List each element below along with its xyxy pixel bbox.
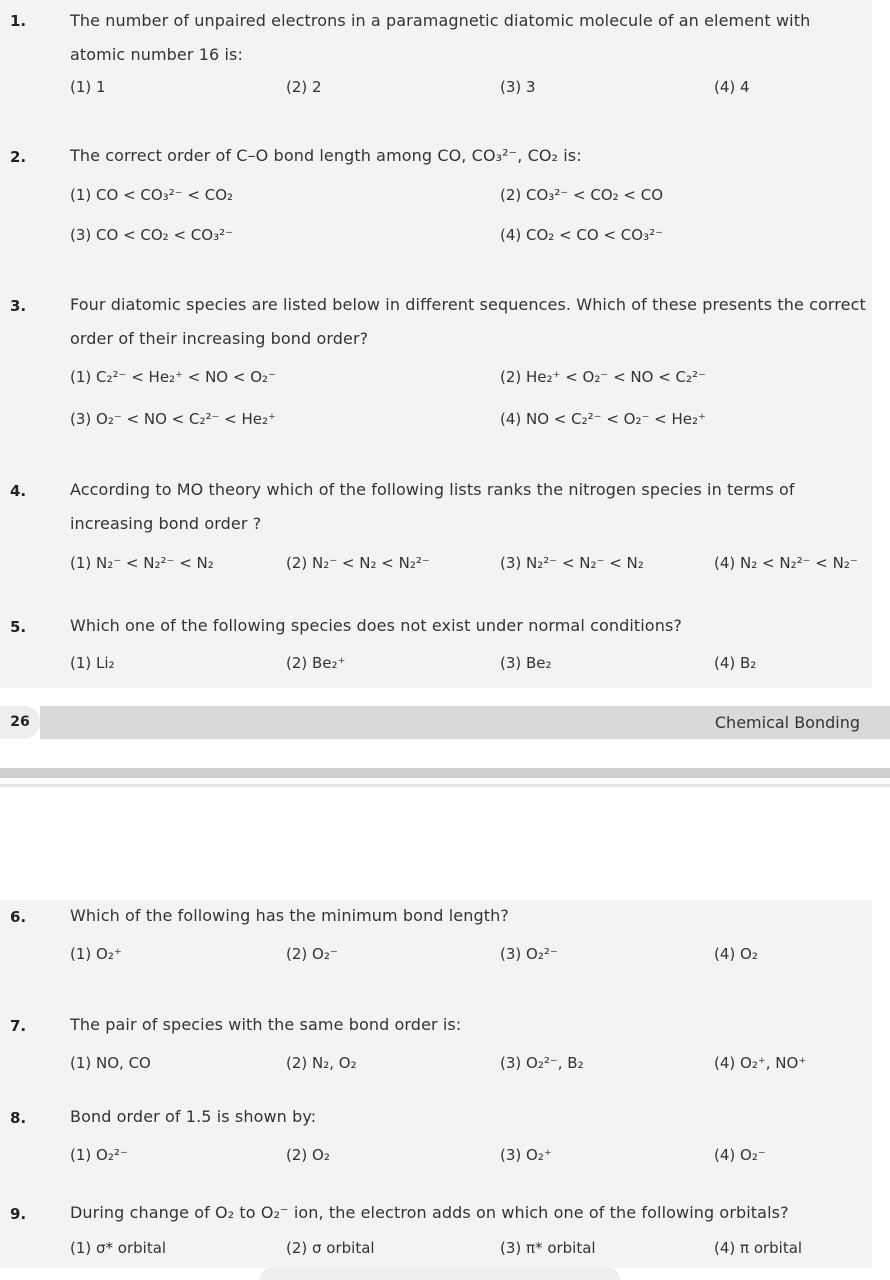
option-1[interactable]: (1) N₂⁻ < N₂²⁻ < N₂: [70, 554, 214, 572]
option-4[interactable]: (4) π orbital: [714, 1239, 803, 1257]
option-2[interactable]: (2) O₂: [286, 1146, 330, 1164]
chapter-title: Chemical Bonding: [714, 713, 860, 732]
option-4[interactable]: (4) B₂: [714, 654, 757, 672]
option-3[interactable]: (3) N₂²⁻ < N₂⁻ < N₂: [500, 554, 644, 572]
option-4[interactable]: (4) O₂⁺, NO⁺: [714, 1054, 807, 1072]
question-number: 7.: [10, 1017, 27, 1035]
option-2[interactable]: (2) σ orbital: [286, 1239, 375, 1257]
option-3[interactable]: (3) CO < CO₂ < CO₃²⁻: [70, 226, 234, 244]
question-text: Which one of the following species does not exist under normal conditions?: [70, 616, 682, 635]
option-2[interactable]: (2) Be₂⁺: [286, 654, 346, 672]
question-text: During change of O₂ to O₂⁻ ion, the electron adds on which one of the following orbitals?: [70, 1203, 789, 1222]
question-number: 3.: [10, 297, 27, 315]
question-text: Which of the following has the minimum bond length?: [70, 906, 509, 925]
option-2[interactable]: (2) O₂⁻: [286, 945, 338, 963]
option-3[interactable]: (3) O₂⁻ < NO < C₂²⁻ < He₂⁺: [70, 410, 276, 428]
option-2[interactable]: (2) CO₃²⁻ < CO₂ < CO: [500, 186, 664, 204]
option-4[interactable]: (4) CO₂ < CO < CO₃²⁻: [500, 226, 664, 244]
option-1[interactable]: (1) Li₂: [70, 654, 115, 672]
option-3[interactable]: (3) Be₂: [500, 654, 552, 672]
question-text: Bond order of 1.5 is shown by:: [70, 1107, 317, 1126]
option-4[interactable]: (4) 4: [714, 78, 750, 96]
option-4[interactable]: (4) NO < C₂²⁻ < O₂⁻ < He₂⁺: [500, 410, 706, 428]
bottom-edge: [260, 1268, 620, 1280]
option-2[interactable]: (2) 2: [286, 78, 322, 96]
option-1[interactable]: (1) σ* orbital: [70, 1239, 167, 1257]
option-1[interactable]: (1) O₂⁺: [70, 945, 122, 963]
option-4[interactable]: (4) O₂⁻: [714, 1146, 766, 1164]
option-3[interactable]: (3) O₂⁺: [500, 1146, 552, 1164]
option-1[interactable]: (1) C₂²⁻ < He₂⁺ < NO < O₂⁻: [70, 368, 276, 386]
question-text: Four diatomic species are listed below in different sequences. Which of these presents the correct order of their increasing bond order?: [70, 295, 866, 348]
option-1[interactable]: (1) O₂²⁻: [70, 1146, 128, 1164]
page-divider: [0, 768, 890, 778]
question-number: 9.: [10, 1205, 27, 1223]
option-3[interactable]: (3) 3: [500, 78, 536, 96]
option-3[interactable]: (3) O₂²⁻: [500, 945, 558, 963]
question-text: The number of unpaired electrons in a paramagnetic diatomic molecule of an element with atomic number 16 is:: [70, 11, 811, 64]
option-1[interactable]: (1) CO < CO₃²⁻ < CO₂: [70, 186, 234, 204]
option-3[interactable]: (3) O₂²⁻, B₂: [500, 1054, 584, 1072]
question-text: The correct order of C–O bond length among CO, CO₃²⁻, CO₂ is:: [70, 146, 582, 165]
page-divider-thin: [0, 784, 890, 787]
question-number: 2.: [10, 148, 27, 166]
option-4[interactable]: (4) N₂ < N₂²⁻ < N₂⁻: [714, 554, 858, 572]
page-number: 26: [0, 706, 40, 739]
option-3[interactable]: (3) π* orbital: [500, 1239, 596, 1257]
question-text: The pair of species with the same bond order is:: [70, 1015, 462, 1034]
question-text: According to MO theory which of the following lists ranks the nitrogen species in terms of increasing bond order ?: [70, 480, 795, 533]
question-number: 4.: [10, 482, 27, 500]
question-number: 8.: [10, 1109, 27, 1127]
option-4[interactable]: (4) O₂: [714, 945, 758, 963]
question-number: 6.: [10, 908, 27, 926]
option-2[interactable]: (2) He₂⁺ < O₂⁻ < NO < C₂²⁻: [500, 368, 706, 386]
question-number: 1.: [10, 12, 27, 30]
option-2[interactable]: (2) N₂, O₂: [286, 1054, 357, 1072]
option-2[interactable]: (2) N₂⁻ < N₂ < N₂²⁻: [286, 554, 430, 572]
question-number: 5.: [10, 618, 27, 636]
option-1[interactable]: (1) 1: [70, 78, 106, 96]
option-1[interactable]: (1) NO, CO: [70, 1054, 151, 1072]
